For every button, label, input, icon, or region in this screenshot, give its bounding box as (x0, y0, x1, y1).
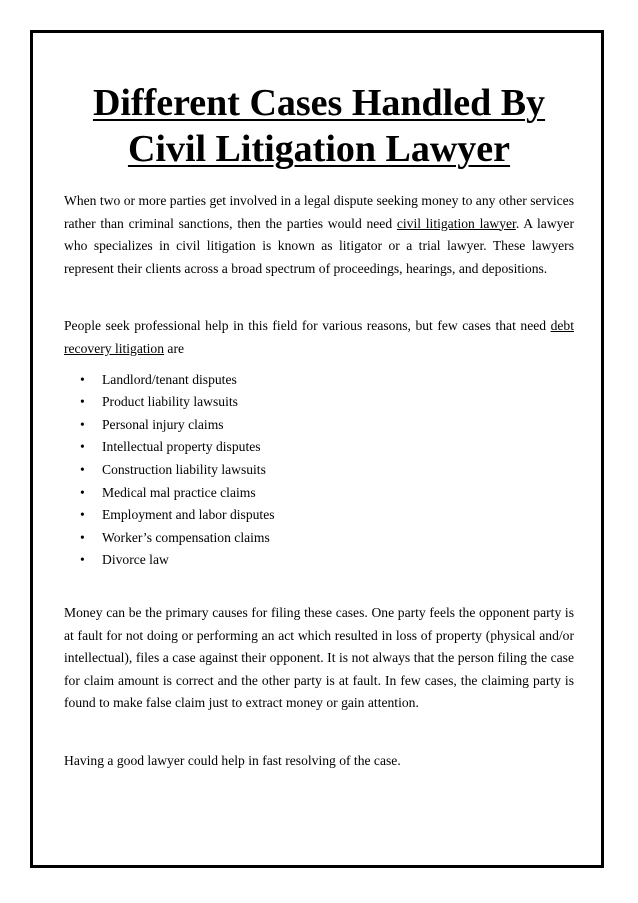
bullet-icon: • (80, 461, 85, 477)
title-line-1: Different Cases Handled By (92, 82, 546, 124)
intro-paragraph (64, 190, 574, 280)
bullet-icon: • (80, 529, 85, 545)
intro-text-after: . A lawyer who specializes in civil litigation is known as litigator or a trial lawyer. These lawyers represent their clients across a broad spectrum of proceedings, hearings, and depositions. (64, 215, 574, 276)
list-item: • Intellectual property disputes (102, 436, 574, 459)
bullet-icon: • (80, 552, 85, 568)
closing-paragraph: Having a good lawyer could help in fast resolving of the case. (64, 752, 401, 768)
case-types-list (64, 369, 574, 572)
page-title (64, 80, 574, 172)
list-item: • Medical mal practice claims (102, 482, 574, 505)
intro-text-before: When two or more parties get involved in a legal dispute seeking money to any other services rather than criminal sanctions, then the parties would need (64, 193, 574, 231)
reasons-text-before: People seek professional help in this field for various reasons, but few cases that need (64, 318, 551, 334)
document-content (64, 80, 574, 772)
bullet-icon: • (80, 507, 85, 523)
list-item: • Worker’s compensation claims (102, 527, 574, 550)
debt-recovery-litigation-link[interactable]: debt recovery litigation (64, 318, 574, 356)
list-item: • Product liability lawsuits (102, 391, 574, 414)
bullet-icon: • (80, 371, 85, 387)
bullet-icon: • (80, 439, 85, 455)
civil-litigation-lawyer-link[interactable]: civil litigation lawyer (396, 215, 516, 231)
list-item: • Employment and labor disputes (102, 504, 574, 527)
list-item: • Personal injury claims (102, 414, 574, 437)
reasons-paragraph (64, 315, 574, 360)
bullet-icon: • (80, 484, 85, 500)
causes-paragraph: Money can be the primary causes for filing these cases. One party feels the opponent party is at fault for not doing or performing an act which resulted in loss of property (physical and/or intellectual), files a case against their opponent. It is not always that the person filing the case for claim amount is correct and the other party is at fault. In few cases, the claiming party is found to make false claim just to extract money or gain attention. (64, 604, 574, 711)
bullet-icon: • (80, 394, 85, 410)
bullet-icon: • (80, 416, 85, 432)
reasons-text-after: are (164, 340, 185, 356)
list-item: • Landlord/tenant disputes (102, 369, 574, 392)
title-line-2: Civil Litigation Lawyer (127, 128, 511, 170)
list-item: • Construction liability lawsuits (102, 459, 574, 482)
list-item: • Divorce law (102, 549, 574, 572)
